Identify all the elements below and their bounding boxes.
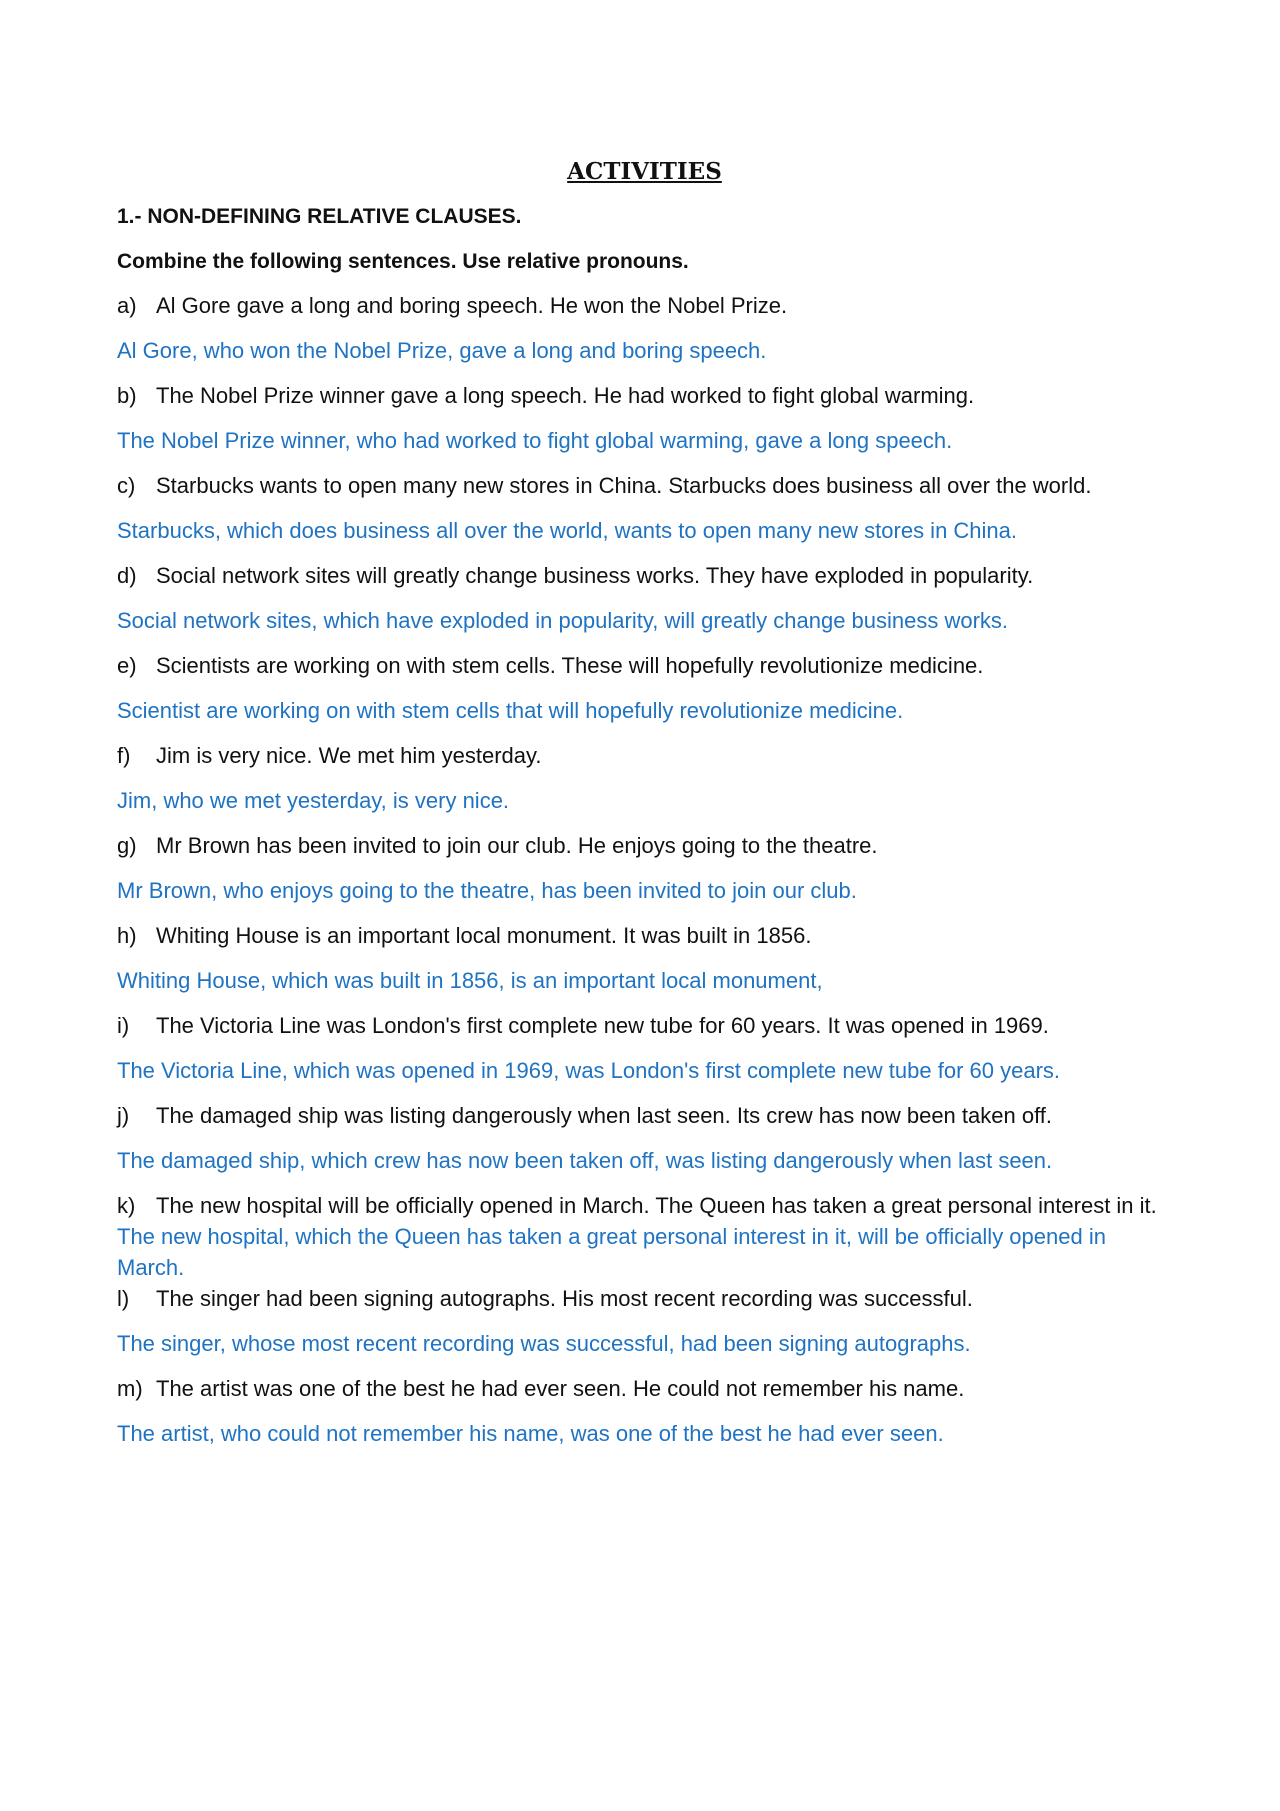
answer-text: The damaged ship, which crew has now been taken off, was listing dangerously when last seen. — [117, 1148, 1053, 1173]
question-text: The damaged ship was listing dangerously when last seen. Its crew has now been taken off. — [156, 1103, 1053, 1128]
exercise-item-j — [117, 1100, 1172, 1176]
answer-text: Mr Brown, who enjoys going to the theatre, has been invited to join our club. — [117, 878, 857, 903]
question-text: Mr Brown has been invited to join our club. He enjoys going to the theatre. — [156, 833, 878, 858]
answer-text: Starbucks, which does business all over the world, wants to open many new stores in China. — [117, 518, 1018, 543]
question — [117, 290, 1172, 321]
answer-text: Scientist are working on with stem cells that will hopefully revolutionize medicine. — [117, 698, 904, 723]
answer-text: Al Gore, who won the Nobel Prize, gave a long and boring speech. — [117, 338, 767, 363]
question — [117, 1373, 1172, 1404]
question — [117, 740, 1172, 771]
question-text: Al Gore gave a long and boring speech. He won the Nobel Prize. — [156, 293, 788, 318]
question-letter: l) — [117, 1286, 130, 1311]
exercise-item-c — [117, 470, 1172, 546]
question — [117, 1283, 1172, 1314]
question-letter: d) — [117, 563, 137, 588]
exercise-item-d — [117, 560, 1172, 636]
answer-text: Whiting House, which was built in 1856, is an important local monument, — [117, 968, 823, 993]
question-letter: f) — [117, 743, 131, 768]
question-text: The artist was one of the best he had ever seen. He could not remember his name. — [156, 1376, 965, 1401]
question-text: Whiting House is an important local monument. It was built in 1856. — [156, 923, 812, 948]
section-heading: 1.- NON-DEFINING RELATIVE CLAUSES. — [117, 205, 522, 228]
exercise-item-l — [117, 1283, 1172, 1359]
exercise-item-g — [117, 830, 1172, 906]
question-letter: g) — [117, 833, 137, 858]
answer-text: Jim, who we met yesterday, is very nice. — [117, 788, 510, 813]
answer-text: Social network sites, which have exploded in popularity, will greatly change business works. — [117, 608, 1009, 633]
question — [117, 380, 1172, 411]
question — [117, 560, 1172, 591]
question-text: The new hospital will be officially opened in March. The Queen has taken a great personal interest in it. — [156, 1193, 1157, 1218]
page-title: ACTIVITIES — [567, 158, 722, 185]
question-text: The Nobel Prize winner gave a long speech. He had worked to fight global warming. — [156, 383, 975, 408]
question-letter: h) — [117, 923, 137, 948]
question-text: Social network sites will greatly change business works. They have exploded in popularity. — [156, 563, 1034, 588]
question-text: Scientists are working on with stem cells. These will hopefully revolutionize medicine. — [156, 653, 984, 678]
question-letter: k) — [117, 1193, 136, 1218]
question-letter: e) — [117, 653, 137, 678]
answer-text: The new hospital, which the Queen has taken a great personal interest in it, will be officially opened in March. — [117, 1224, 1106, 1280]
question-letter: c) — [117, 473, 136, 498]
question — [117, 1100, 1172, 1131]
question — [117, 830, 1172, 861]
question-letter: i) — [117, 1013, 130, 1038]
answer-text: The Nobel Prize winner, who had worked to fight global warming, gave a long speech. — [117, 428, 953, 453]
question-letter: b) — [117, 383, 137, 408]
exercise-item-m — [117, 1373, 1172, 1449]
question-text: The Victoria Line was London's first complete new tube for 60 years. It was opened in 1969. — [156, 1013, 1049, 1038]
question-text: The singer had been signing autographs. His most recent recording was successful. — [156, 1286, 973, 1311]
exercise-item-h — [117, 920, 1172, 996]
exercise-item-b — [117, 380, 1172, 456]
answer-text: The artist, who could not remember his name, was one of the best he had ever seen. — [117, 1421, 944, 1446]
question-text: Starbucks wants to open many new stores in China. Starbucks does business all over the world. — [156, 473, 1092, 498]
exercise-item-a — [117, 290, 1172, 366]
instruction: Combine the following sentences. Use relative pronouns. — [117, 250, 689, 273]
answer-text: The Victoria Line, which was opened in 1969, was London's first complete new tube for 60 years. — [117, 1058, 1061, 1083]
question — [117, 920, 1172, 951]
question-letter: m) — [117, 1376, 143, 1401]
document-content — [117, 155, 1172, 1463]
exercise-item-i — [117, 1010, 1172, 1086]
question — [117, 650, 1172, 681]
question — [117, 1010, 1172, 1041]
answer-text: The singer, whose most recent recording was successful, had been signing autographs. — [117, 1331, 971, 1356]
question-text: Jim is very nice. We met him yesterday. — [156, 743, 542, 768]
question — [117, 1190, 1172, 1221]
question-letter: a) — [117, 293, 137, 318]
exercise-item-f — [117, 740, 1172, 816]
question-letter: j) — [117, 1103, 130, 1128]
exercise-item-k — [117, 1190, 1172, 1283]
exercise-item-e — [117, 650, 1172, 726]
question — [117, 470, 1172, 501]
